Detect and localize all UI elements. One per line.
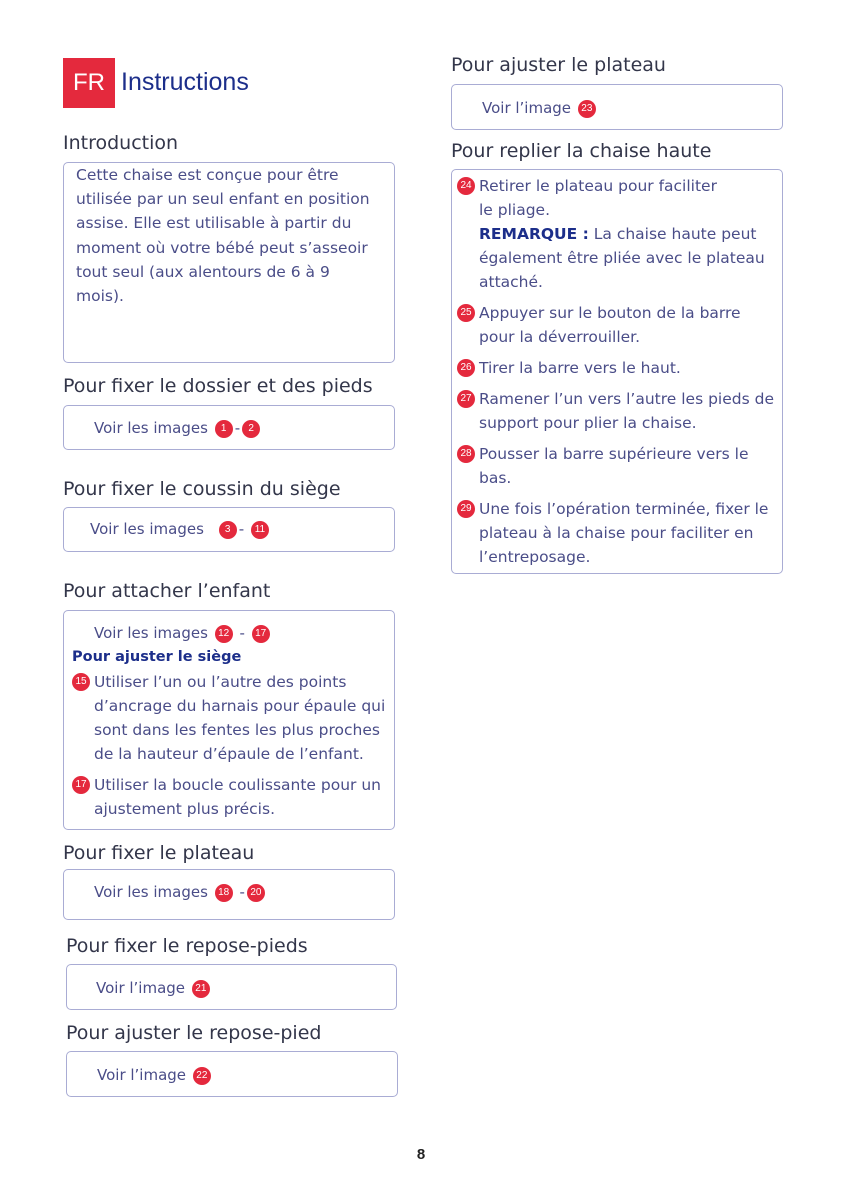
number-badge-icon: 28 — [457, 445, 475, 463]
number-badge-icon: 29 — [457, 500, 475, 518]
number-badge-icon: 11 — [251, 521, 269, 539]
step-line: attaché. — [479, 273, 543, 291]
ajuster-plateau-box — [451, 84, 783, 130]
ref-text: Voir les images — [94, 624, 208, 642]
step-text — [479, 356, 681, 380]
number-badge-icon: 25 — [457, 304, 475, 322]
step-line: également être pliée avec le plateau — [479, 249, 765, 267]
ajuster-plateau-heading: Pour ajuster le plateau — [451, 54, 666, 76]
ref-text: Voir les images — [94, 419, 208, 437]
number-badge-icon: 22 — [193, 1067, 211, 1085]
ref-text: Voir l’image — [97, 1066, 187, 1084]
step-26 — [457, 356, 681, 380]
intro-line: mois). — [76, 287, 124, 306]
number-badge-icon: 24 — [457, 177, 475, 195]
ajuster-plateau-ref — [482, 96, 782, 120]
step-text — [479, 174, 765, 294]
number-badge-icon: 18 — [215, 884, 233, 902]
step-line: ajustement plus précis. — [94, 800, 275, 818]
step-line: Pousser la barre supérieure vers le — [479, 445, 749, 463]
step-28 — [457, 442, 749, 490]
remark-label: REMARQUE : — [479, 225, 589, 243]
step-text — [479, 442, 749, 490]
ref-separator: - — [239, 883, 245, 901]
step-25 — [457, 301, 741, 349]
number-badge-icon: 15 — [72, 673, 90, 691]
coussin-box — [63, 507, 395, 552]
coussin-heading: Pour fixer le coussin du siège — [63, 478, 341, 500]
page-number: 8 — [416, 1146, 426, 1163]
repose-pieds-heading: Pour fixer le repose-pieds — [66, 935, 308, 957]
step-text — [479, 387, 774, 435]
repose-pieds-ref — [96, 976, 396, 1000]
number-badge-icon: 17 — [252, 625, 270, 643]
step-line: sont dans les fentes les plus proches — [94, 721, 380, 739]
step-line: Utiliser l’un ou l’autre des points — [94, 673, 347, 691]
attacher-box — [63, 610, 395, 830]
attacher-heading: Pour attacher l’enfant — [63, 580, 271, 602]
step-line: Ramener l’un vers l’autre les pieds de — [479, 390, 774, 408]
step-line: de la hauteur d’épaule de l’enfant. — [94, 745, 364, 763]
fixer-plateau-heading: Pour fixer le plateau — [63, 842, 255, 864]
intro-line: utilisée par un seul enfant en position — [76, 190, 370, 209]
introduction-box — [63, 162, 395, 363]
number-badge-icon: 12 — [215, 625, 233, 643]
seat-adjust-subheading: Pour ajuster le siège — [72, 649, 242, 665]
ref-text: Voir les images — [94, 883, 208, 901]
step-line: l’entreposage. — [479, 548, 591, 566]
ref-text: Voir les images — [90, 520, 204, 538]
number-badge-icon: 23 — [578, 100, 596, 118]
ref-separator: - — [239, 624, 245, 642]
step-17 — [72, 773, 381, 821]
coussin-ref — [90, 517, 394, 541]
ref-separator: - — [238, 520, 245, 538]
dossier-heading: Pour fixer le dossier et des pieds — [63, 375, 373, 397]
step-27 — [457, 387, 774, 435]
step-line: le pliage. — [479, 201, 551, 219]
step-line: Retirer le plateau pour faciliter — [479, 177, 717, 195]
ajuster-repose-box — [66, 1051, 398, 1097]
step-text — [94, 773, 381, 821]
step-24 — [457, 174, 765, 294]
number-badge-icon: 17 — [72, 776, 90, 794]
step-line: support pour plier la chaise. — [479, 414, 697, 432]
repose-pieds-box — [66, 964, 397, 1010]
ajuster-repose-heading: Pour ajuster le repose-pied — [66, 1022, 322, 1044]
number-badge-icon: 26 — [457, 359, 475, 377]
step-line: Tirer la barre vers le haut. — [479, 359, 681, 377]
step-line: Une fois l’opération terminée, fixer le — [479, 500, 769, 518]
language-badge: FR — [63, 58, 115, 108]
number-badge-icon: 1 — [215, 420, 233, 438]
number-badge-icon: 2 — [242, 420, 260, 438]
remark-text: La chaise haute peut — [588, 225, 757, 243]
dossier-box — [63, 405, 395, 450]
ref-separator: - — [234, 419, 241, 437]
attacher-ref — [94, 621, 272, 645]
intro-line: tout seul (aux alentours de 6 à 9 — [76, 262, 330, 281]
page-title: Instructions — [121, 68, 249, 96]
step-15 — [72, 670, 385, 766]
step-text — [479, 301, 741, 349]
step-29 — [457, 497, 768, 569]
intro-line: Cette chaise est conçue pour être — [76, 166, 339, 184]
dossier-ref — [94, 416, 394, 440]
number-badge-icon: 21 — [192, 980, 210, 998]
number-badge-icon: 3 — [219, 521, 237, 539]
step-line: bas. — [479, 469, 512, 487]
step-line — [479, 222, 765, 246]
fixer-plateau-box — [63, 869, 395, 920]
replier-heading: Pour replier la chaise haute — [451, 140, 712, 162]
step-line: d’ancrage du harnais pour épaule qui — [94, 697, 386, 715]
number-badge-icon: 27 — [457, 390, 475, 408]
intro-line: assise. Elle est utilisable à partir du — [76, 214, 352, 233]
fixer-plateau-ref — [94, 880, 394, 904]
step-line: Appuyer sur le bouton de la barre — [479, 304, 741, 322]
introduction-text — [76, 163, 394, 308]
ref-text: Voir l’image — [96, 979, 186, 997]
introduction-heading: Introduction — [63, 132, 179, 154]
step-line: pour la déverrouiller. — [479, 328, 641, 346]
ref-text: Voir l’image — [482, 99, 572, 117]
intro-line: moment où votre bébé peut s’asseoir — [76, 238, 368, 257]
step-line: plateau à la chaise pour faciliter en — [479, 524, 754, 542]
step-text — [94, 670, 385, 766]
step-text — [479, 497, 768, 569]
ajuster-repose-ref — [97, 1063, 397, 1087]
replier-box — [451, 169, 783, 574]
step-line: Utiliser la boucle coulissante pour un — [94, 776, 381, 794]
number-badge-icon: 20 — [247, 884, 265, 902]
